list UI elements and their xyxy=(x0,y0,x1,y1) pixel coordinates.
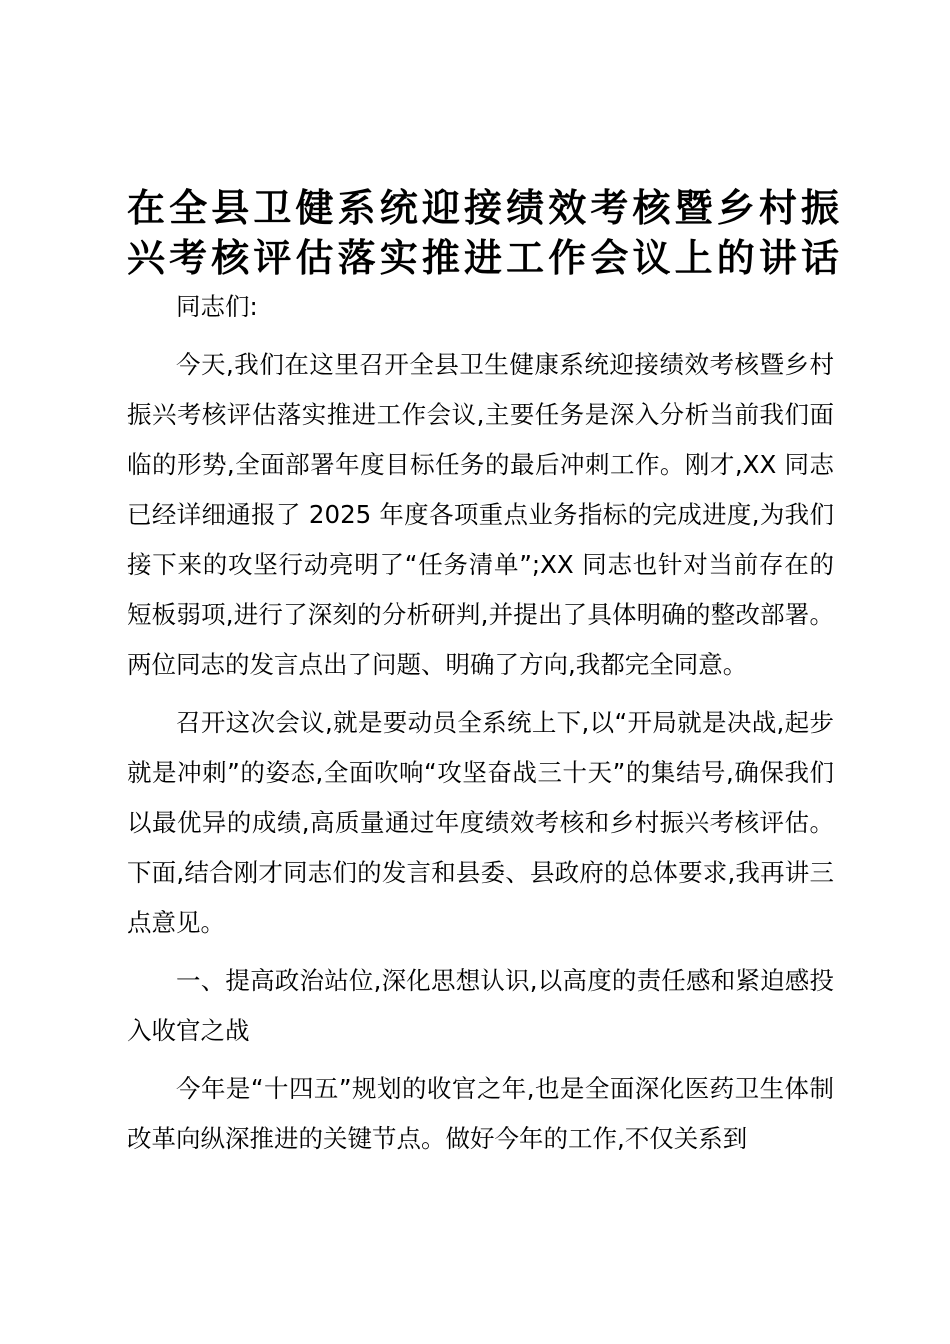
paragraph-2: 召开这次会议,就是要动员全系统上下,以“开局就是决战,起步就是冲刺”的姿态,全面吹响“攻坚奋战三十天”的集结号,确保我们以最优异的成绩,高质量通过年度绩效考核和乡村振兴考核评估。下面,结合刚才同志们的发言和县委、县政府的总体要求,我再讲三点意见。 xyxy=(127,708,834,937)
salutation: 同志们: xyxy=(176,292,258,321)
section-heading-1: 一、提高政治站位,深化思想认识,以高度的责任感和紧迫感投入收官之战 xyxy=(127,966,834,1045)
paragraph-1: 今天,我们在这里召开全县卫生健康系统迎接绩效考核暨乡村振兴考核评估落实推进工作会议,主要任务是深入分析当前我们面临的形势,全面部署年度目标任务的最后冲刺工作。刚才,XX 同志已经详细通报了 2025 年度各项重点业务指标的完成进度,为我们接下来的攻坚行动亮明了“任务清单”;XX 同志也针对当前存在的短板弱项,进行了深刻的分析研判,并提出了具体明确的整改部署。两位同志的发言点出了问题、明确了方向,我都完全同意。 xyxy=(127,350,834,679)
paragraph-3: 今年是“十四五”规划的收官之年,也是全面深化医药卫生体制改革向纵深推进的关键节点。做好今年的工作,不仅关系到 xyxy=(127,1074,834,1153)
title-line-2: 兴考核评估落实推进工作会议上的讲话 xyxy=(127,236,839,280)
document-title xyxy=(127,183,839,283)
title-line-1: 在全县卫健系统迎接绩效考核暨乡村振 xyxy=(127,186,839,230)
document-body xyxy=(127,282,834,1164)
